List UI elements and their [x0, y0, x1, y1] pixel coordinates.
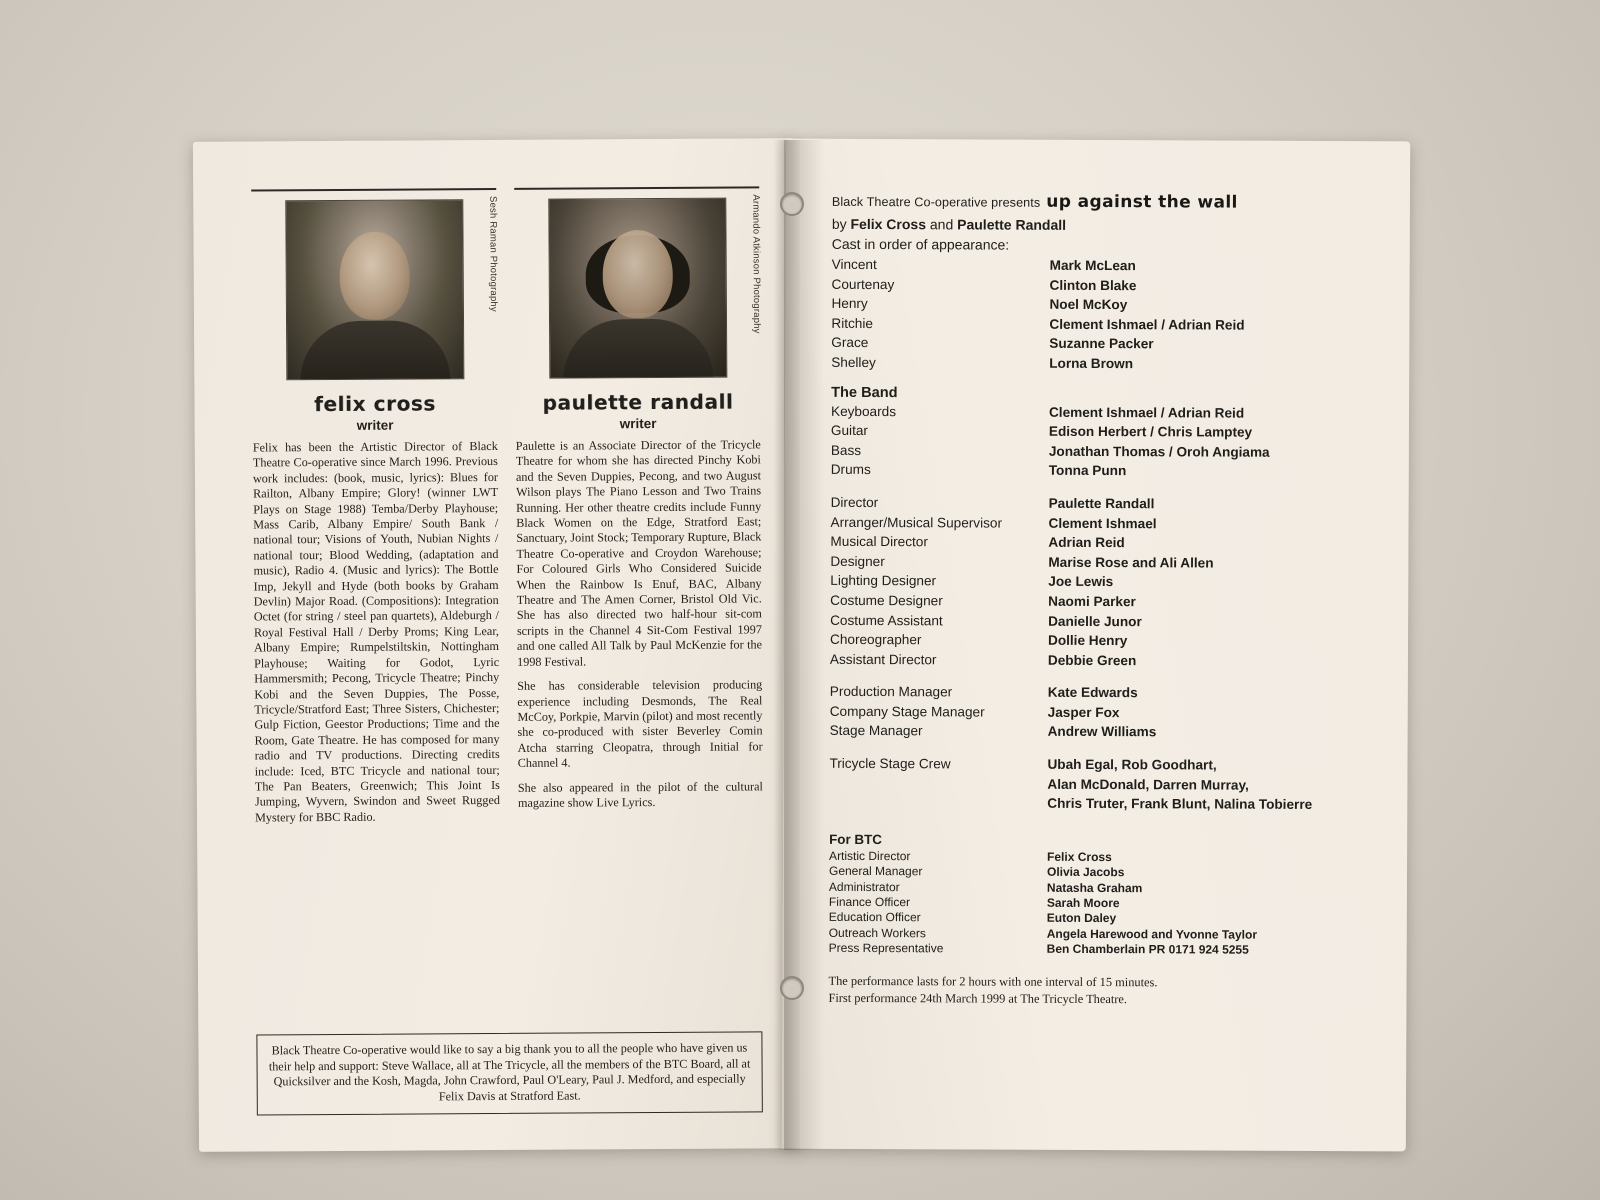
- bio-text-paulette-randall: [516, 437, 763, 811]
- performance-note-line-2: First performance 24th March 1999 at The Tricycle Theatre.: [828, 990, 1128, 1006]
- bio-paragraph: Paulette is an Associate Director of the Tricycle Theatre for whom she has directed Pinchy Kobi and the Seven Duppies, Pecong, and two August Wilson plays The Piano Lesson and Two Trains Running. Her other theatre credits include Funny Black Women on the Edge, Stratford East; Sanctuary, Joint Stock; Temporary Rupture, Black Theatre Co-operative and Croydon Warehouse; For Coloured Girls Who Considered Suicide When the Rainbow Is Enuf, BAC, Albany Theatre and The Amen Corner, Bristol Old Vic. She has also directed two half-hour sit-com scripts in the Channel 4 Sit-Com Festival 1997 and one called All Talk by Paul McKenzie for the 1998 Festival.: [515, 437, 763, 669]
- stage-crew-line: Chris Truter, Frank Blunt, Nalina Tobierre: [1047, 796, 1313, 813]
- production-row: [830, 682, 1360, 704]
- cast-role: Vincent: [831, 256, 877, 273]
- cast-actor: Lorna Brown: [1049, 355, 1134, 372]
- btc-role: Education Officer: [828, 910, 921, 925]
- btc-name: Euton Daley: [1046, 911, 1117, 926]
- band-row: [831, 401, 1361, 423]
- photo-credit-paulette-randall: Armando Atkinson Photography: [750, 194, 763, 334]
- biography-columns: [251, 186, 763, 834]
- creative-row: [830, 512, 1360, 534]
- for-btc-heading: For BTC: [829, 831, 882, 847]
- cast-role: Ritchie: [831, 315, 873, 331]
- band-row: [831, 460, 1361, 482]
- creative-role: Costume Designer: [830, 592, 943, 609]
- show-title: up against the wall: [1046, 191, 1238, 213]
- creative-row: [830, 610, 1360, 632]
- creative-row: [831, 493, 1361, 515]
- cast-list: [831, 255, 1362, 375]
- biography-paulette-randall: [514, 186, 763, 833]
- creative-role: Lighting Designer: [830, 573, 937, 589]
- cast-row: [831, 333, 1361, 355]
- bio-role-paulette-randall: writer: [619, 416, 657, 432]
- creative-name: Marise Rose and Ali Allen: [1048, 554, 1214, 571]
- btc-name: Natasha Graham: [1046, 880, 1143, 895]
- cast-actor: Noel McKoy: [1049, 296, 1128, 313]
- theatre-programme-booklet: [196, 140, 1408, 1150]
- creative-role: Choreographer: [829, 631, 922, 648]
- performance-note: [828, 973, 1358, 1009]
- author-felix-cross: Felix Cross: [850, 215, 927, 233]
- cast-actor: Suzanne Packer: [1049, 336, 1154, 352]
- cast-row: [831, 294, 1361, 316]
- portrait-photo-paulette-randall: [548, 198, 727, 379]
- creative-role: Assistant Director: [829, 651, 937, 667]
- band-player: Jonathan Thomas / Oroh Angiama: [1048, 443, 1270, 460]
- binding-hole-bottom: [780, 976, 804, 1000]
- byline: [832, 216, 1362, 234]
- btc-role: Administrator: [828, 879, 900, 894]
- creative-name: Debbie Green: [1047, 652, 1137, 668]
- btc-name: Felix Cross: [1047, 849, 1112, 864]
- cast-role: Grace: [831, 335, 869, 351]
- band-player: Edison Herbert / Chris Lamptey: [1048, 423, 1253, 440]
- cast-row: [831, 353, 1361, 375]
- stage-crew-names: [1047, 755, 1312, 815]
- byline-prefix: by: [831, 215, 851, 232]
- byline-join: and: [925, 216, 958, 233]
- band-role: Guitar: [830, 422, 868, 439]
- stage-crew-line: Alan McDonald, Darren Murray,: [1047, 776, 1249, 793]
- divider-rule: [251, 188, 496, 191]
- production-role: Stage Manager: [829, 723, 923, 739]
- stage-crew-line: Ubah Egal, Rob Goodhart,: [1047, 756, 1217, 773]
- bio-role-felix-cross: writer: [356, 417, 394, 433]
- band-player: Tonna Punn: [1048, 463, 1127, 479]
- right-page: [782, 139, 1410, 1152]
- creative-row: [830, 591, 1360, 613]
- biography-felix-cross: [251, 188, 500, 835]
- creative-name: Dollie Henry: [1047, 632, 1128, 649]
- band-heading: The Band: [831, 384, 898, 401]
- production-row: [830, 721, 1360, 743]
- btc-row: [829, 941, 1359, 959]
- band-row: [831, 421, 1361, 443]
- acknowledgements-box: Black Theatre Co-operative would like to say a big thank you to all the people who have given us their help and support: Steve Wallace, all at The Tricycle, all the members of the BTC Board, all at Quicksilver and the Kosh, Magda, John Crawford, Paul O'Leary, Paul J. Medford, and especially Felix Davis at Stratford East.: [256, 1031, 762, 1115]
- cast-actor: Clinton Blake: [1049, 277, 1137, 293]
- btc-name: Angela Harewood and Yvonne Taylor: [1046, 926, 1258, 942]
- creative-team-list: [830, 493, 1361, 672]
- cast-role: Shelley: [831, 354, 876, 371]
- bio-paragraph: She also appeared in the pilot of the cultural magazine show Live Lyrics.: [517, 778, 763, 810]
- portrait-photo-felix-cross: [285, 199, 464, 380]
- btc-name: Ben Chamberlain PR 0171 924 5255: [1046, 942, 1249, 957]
- band-list: [831, 401, 1361, 482]
- production-name: Kate Edwards: [1047, 685, 1138, 701]
- cast-role: Henry: [831, 296, 868, 312]
- creative-name: Joe Lewis: [1048, 574, 1114, 590]
- bio-paragraph: She has considerable television producing experience including Desmonds, The Real McCoy, Porkpie, Marvin (pilot) and most recently she co-produced with sister Beverley Comin Atcha starring Cleopatra, through Initial for Channel 4.: [517, 677, 763, 770]
- production-role: Company Stage Manager: [829, 703, 985, 720]
- btc-role: Finance Officer: [828, 894, 911, 910]
- cast-actor: Clement Ishmael / Adrian Reid: [1049, 316, 1245, 333]
- production-role: Production Manager: [829, 684, 953, 700]
- creative-role: Arranger/Musical Supervisor: [830, 514, 1003, 531]
- creative-row: [830, 552, 1360, 574]
- bio-name-paulette-randall: paulette randall: [542, 389, 734, 415]
- for-btc-list: [829, 849, 1359, 959]
- btc-name: Sarah Moore: [1046, 895, 1120, 911]
- creative-name: Clement Ishmael: [1048, 515, 1157, 531]
- btc-role: Press Representative: [828, 941, 944, 956]
- binding-hole-top: [780, 192, 804, 216]
- cast-row: [831, 314, 1361, 336]
- stage-crew-label: Tricycle Stage Crew: [829, 755, 951, 772]
- stage-crew-block: [829, 754, 1359, 815]
- production-name: Jasper Fox: [1047, 704, 1120, 720]
- production-team-list: [830, 682, 1360, 743]
- bio-text-felix-cross: [253, 439, 500, 826]
- band-role: Drums: [830, 462, 871, 478]
- band-row: [831, 441, 1361, 463]
- creative-row: [830, 532, 1360, 554]
- author-paulette-randall: Paulette Randall: [957, 216, 1067, 233]
- creative-name: Adrian Reid: [1048, 534, 1125, 551]
- company-presents-text: Black Theatre Co-operative presents: [831, 194, 1041, 210]
- production-row: [830, 702, 1360, 724]
- band-role: Bass: [830, 442, 862, 458]
- cast-row: [832, 255, 1362, 277]
- btc-name: Olivia Jacobs: [1046, 865, 1125, 880]
- creative-row: [830, 630, 1360, 652]
- creative-row: [830, 571, 1360, 593]
- btc-role: Outreach Workers: [828, 925, 926, 941]
- cast-row: [832, 274, 1362, 296]
- bio-name-felix-cross: felix cross: [314, 391, 436, 417]
- production-name: Andrew Williams: [1047, 724, 1157, 740]
- btc-role: General Manager: [828, 864, 923, 879]
- divider-rule: [514, 186, 759, 189]
- creative-row: [830, 650, 1360, 672]
- photo-credit-felix-cross: Sesh Raman Photography: [487, 195, 499, 312]
- creative-role: Costume Assistant: [830, 612, 943, 628]
- creative-role: Designer: [830, 553, 885, 569]
- creative-role: Musical Director: [830, 533, 928, 550]
- left-page: [193, 138, 799, 1152]
- band-player: Clement Ishmael / Adrian Reid: [1048, 404, 1245, 421]
- band-role: Keyboards: [830, 403, 897, 419]
- creative-name: Danielle Junor: [1048, 613, 1142, 629]
- cast-actor: Mark McLean: [1049, 257, 1136, 274]
- btc-role: Artistic Director: [829, 848, 911, 864]
- performance-note-line-1: The performance lasts for 2 hours with one interval of 15 minutes.: [828, 973, 1158, 989]
- bio-paragraph: Felix has been the Artistic Director of Black Theatre Co-operative since March 1996. Previous work includes: (book, music, lyrics): Blues for Railton, Albany Empire; Glory! (winner LWT Plays on Stage 1988) Temba/Derby Playhouse; Mass Carib, Albany Empire/ South Bank / national tour; Visions of Youth, Nubian Nights / national tour; Blood Wedding, (adaptation and music), Radio 4. (Music and lyrics): The Bottle Imp, Jekyll and Hyde (both books by Graham Devlin) Major Road. (Compositions): Integration Octet (for string / steel pan quartets), Aldeburgh / Royal Festival Hall / Derby Proms; King Lear, Albany Empire; Rumpelstiltskin, Nottingham Playhouse; Waiting for Godot, Lyric Hammersmith; Pecong, Tricycle Theatre; Pinchy Kobi and the Seven Duppies, The Posse, Tricycle/Stratford East; Three Sisters, Chichester; Gulp Fiction, Geestor Productions; Time and the Room, Gate Theatre. He has composed for many radio and TV productions. Directing credits include: Iced, BTC Tricycle and national tour; The Pan Beaters, Greenwich; This Joint Is Jumping, Wyvern, Swindon and Sweet Rugged Mystery for BBC Radio.: [252, 438, 500, 825]
- presents-line: [832, 191, 1362, 213]
- creative-role: Director: [830, 494, 879, 510]
- creative-name: Paulette Randall: [1048, 495, 1155, 512]
- cast-lead: Cast in order of appearance:: [831, 235, 1010, 253]
- creative-name: Naomi Parker: [1048, 593, 1136, 610]
- cast-role: Courtenay: [831, 276, 895, 292]
